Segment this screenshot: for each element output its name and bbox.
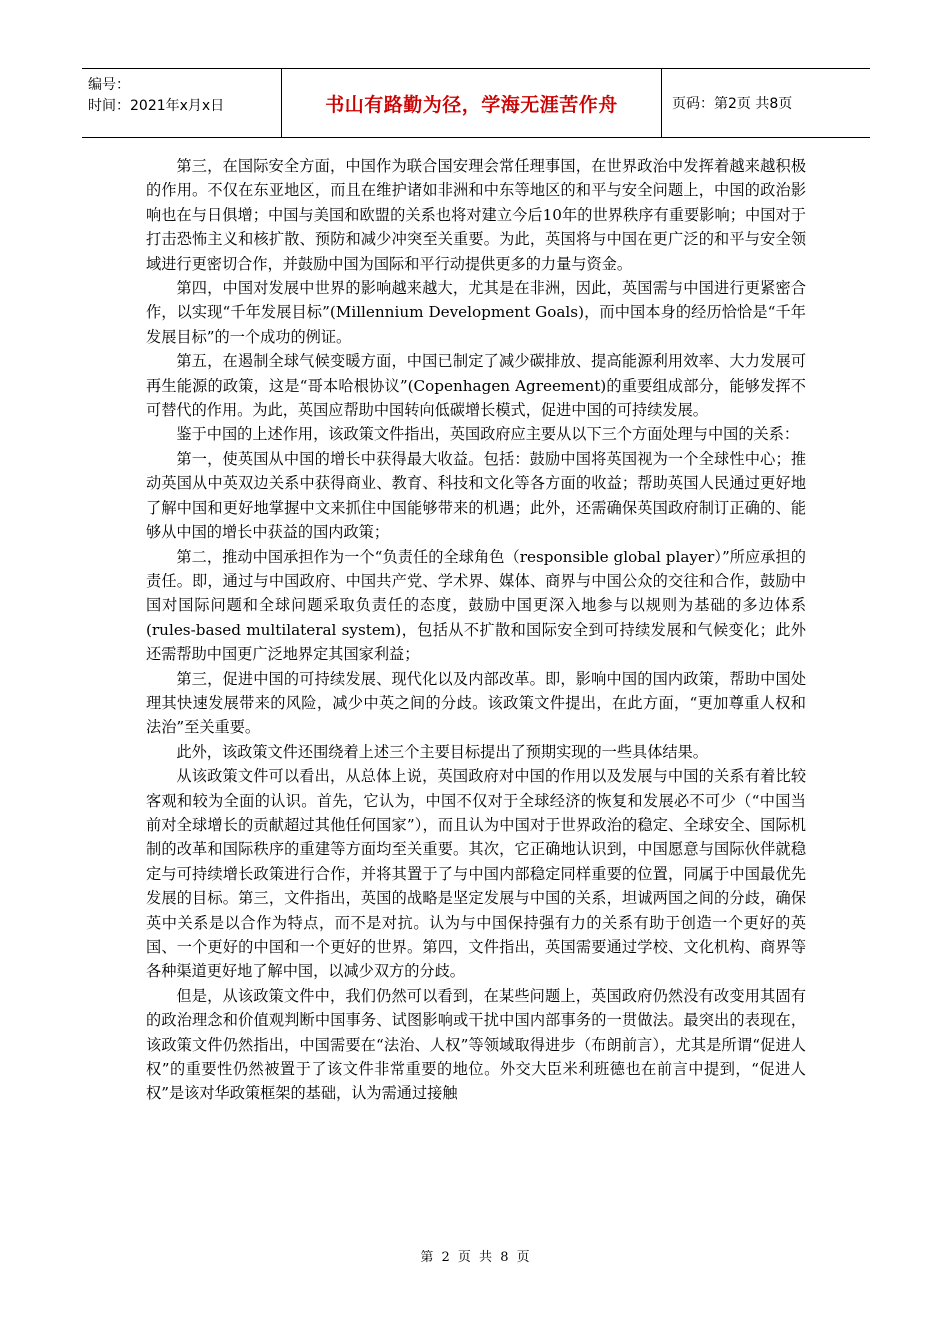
paragraph: 第五，在遏制全球气候变暖方面，中国已制定了减少碳排放、提高能源利用效率、大力发展可再生能源的政策，这是“哥本哈根协议”(Copenhagen Agreement)的重要组成部分，能够发挥不可替代的作用。为此，英国应帮助中国转向低碳增长模式，促进中国的可持续发展。 bbox=[146, 352, 806, 420]
paragraph: 从该政策文件可以看出，从总体上说，英国政府对中国的作用以及发展与中国的关系有着比较客观和较为全面的认识。首先，它认为，中国不仅对于全球经济的恢复和发展必不可少（“中国当前对全球增长的贡献超过其他任何国家”），而且认为中国对于世界政治的稳定、全球安全、国际机制的改革和国际秩序的重建等方面均至关重要。其次，它正确地认识到，中国愿意与国际伙伴就稳定与可持续增长政策进行合作，并将其置于了与中国内部稳定同样重要的位置，同属于中国最优先发展的目标。第三，文件指出，英国的战略是坚定发展与中国的关系，坦诚两国之间的分歧，确保英中关系是以合作为特点，而不是对抗。认为与中国保持强有力的关系有助于创造一个更好的英国、一个更好的中国和一个更好的世界。第四，文件指出，英国需要通过学校、文化机构、商界等各种渠道更好地了解中国，以减少双方的分歧。 bbox=[146, 767, 806, 981]
page-label: 页码：第2页 共8页 bbox=[672, 96, 793, 112]
date-label: 时间：2021年x月x日 bbox=[88, 98, 225, 114]
page-number-cell bbox=[662, 69, 870, 137]
paragraph: 第三，促进中国的可持续发展、现代化以及内部改革。即，影响中国的国内政策，帮助中国处理其快速发展带来的风险，减少中英之间的分歧。该政策文件提出，在此方面，“更加尊重人权和法治”至关重要。 bbox=[146, 669, 806, 737]
paragraph: 此外，该政策文件还围绕着上述三个主要目标提出了预期实现的一些具体结果。 bbox=[176, 742, 708, 761]
page-header bbox=[82, 68, 870, 138]
motto-cell bbox=[282, 69, 662, 137]
number-label: 编号： bbox=[88, 77, 130, 93]
page-footer bbox=[0, 1246, 950, 1265]
footer-page-number: 第 2 页 共 8 页 bbox=[420, 1250, 530, 1265]
motto-text: 书山有路勤为径，学海无涯苦作舟 bbox=[325, 93, 618, 116]
paragraph: 鉴于中国的上述作用，该政策文件指出，英国政府应主要从以下三个方面处理与中国的关系： bbox=[176, 425, 800, 444]
paragraph: 但是，从该政策文件中，我们仍然可以看到，在某些问题上，英国政府仍然没有改变用其固有的政治理念和价值观判断中国事务、试图影响或干扰中国内部事务的一贯做法。最突出的表现在，该政策文件仍然指出，中国需要在“法治、人权”等领域取得进步（布朗前言），尤其是所谓“促进人权”的重要性仍然被置于了该文件非常重要的地位。外交大臣米利班德也在前言中提到，“促进人权”是该对华政策框架的基础，认为需通过接触 bbox=[146, 986, 806, 1103]
paragraph: 第三，在国际安全方面，中国作为联合国安理会常任理事国，在世界政治中发挥着越来越积极的作用。不仅在东亚地区，而且在维护诸如非洲和中东等地区的和平与安全问题上，中国的政治影响也在与日俱增；中国与美国和欧盟的关系也将对建立今后10年的世界秩序有重要影响；中国对于打击恐怖主义和核扩散、预防和减少冲突至关重要。为此，英国将与中国在更广泛的和平与安全领域进行更密切合作，并鼓励中国为国际和平行动提供更多的力量与资金。 bbox=[146, 157, 806, 273]
paragraph: 第一，使英国从中国的增长中获得最大收益。包括：鼓励中国将英国视为一个全球性中心；推动英国从中英双边关系中获得商业、教育、科技和文化等各方面的收益；帮助英国人民通过更好地了解中国和更好地掌握中文来抓住中国能够带来的机遇；此外，还需确保英国政府制订正确的、能够从中国的增长中获益的国内政策； bbox=[146, 449, 806, 542]
header-info-cell bbox=[82, 69, 282, 137]
paragraph: 第四，中国对发展中世界的影响越来越大，尤其是在非洲，因此，英国需与中国进行更紧密合作，以实现“千年发展目标”(Millennium Development Goals)，而中国本身的经历恰恰是“千年发展目标”的一个成功的例证。 bbox=[146, 279, 806, 346]
paragraph: 第二，推动中国承担作为一个“负责任的全球角色（responsible global player）”所应承担的责任。即，通过与中国政府、中国共产党、学术界、媒体、商界与中国公众的交往和合作，鼓励中国对国际问题和全球问题采取负责任的态度，鼓励中国更深入地参与以规则为基础的多边体系(rules-based multilateral system)，包括从不扩散和国际安全到可持续发展和气候变化；此外还需帮助中国更广泛地界定其国家利益； bbox=[146, 547, 806, 664]
document-body bbox=[146, 154, 806, 1106]
